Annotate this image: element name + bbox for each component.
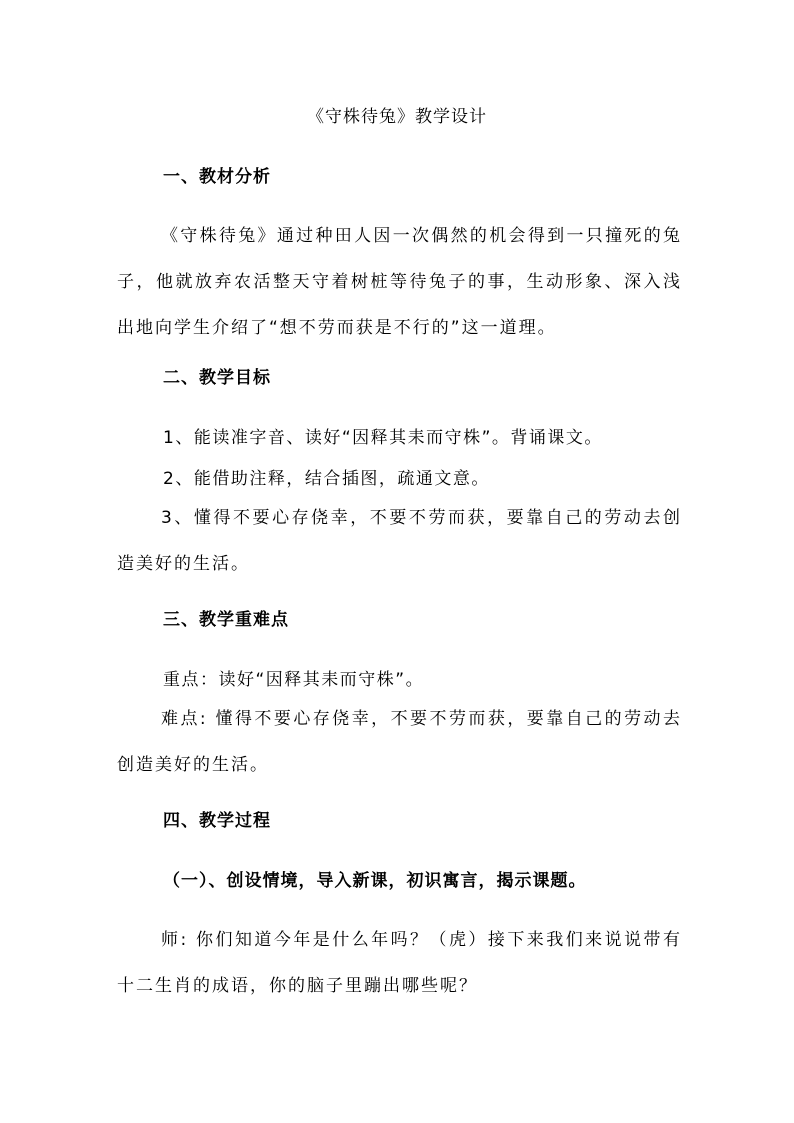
keypoint-difficulty: 难点: 懂得不要心存侥幸，不要不劳而获，要靠自己的劳动去创造美好的生活。 — [117, 709, 682, 775]
section-heading-goals: 二、教学目标 — [163, 368, 271, 388]
section-heading-keypoints: 三、教学重难点 — [163, 610, 289, 630]
goal-item-1: 1、能读准字音、读好“因释其耒而守株”。背诵课文。 — [163, 428, 603, 448]
goal-item-2: 2、能借助注释，结合插图，疏通文意。 — [163, 469, 490, 489]
goal-item-3: 3、懂得不要心存侥幸，不要不劳而获，要靠自己的劳动去创造美好的生活。 — [117, 508, 682, 574]
section-heading-process: 四、教学过程 — [163, 811, 271, 831]
analysis-paragraph: 《守株待兔》通过种田人因一次偶然的机会得到一只撞死的兔子，他就放弃农活整天守着树桩等待兔子的事，生动形象、深入浅出地向学生介绍了“想不劳而获是不行的”这一道理。 — [117, 226, 682, 338]
keypoint-focus: 重点：读好“因释其耒而守株”。 — [163, 670, 425, 690]
section-heading-analysis: 一、教材分析 — [163, 167, 271, 187]
document-title: 《守株待兔》教学设计 — [307, 107, 487, 127]
process-dialogue: 师: 你们知道今年是什么年吗？（虎）接下来我们来说说带有十二生肖的成语，你的脑子里蹦出哪些呢？ — [117, 930, 682, 996]
process-step-1: （一）、创设情境，导入新课，初识寓言，揭示课题。 — [163, 871, 587, 891]
